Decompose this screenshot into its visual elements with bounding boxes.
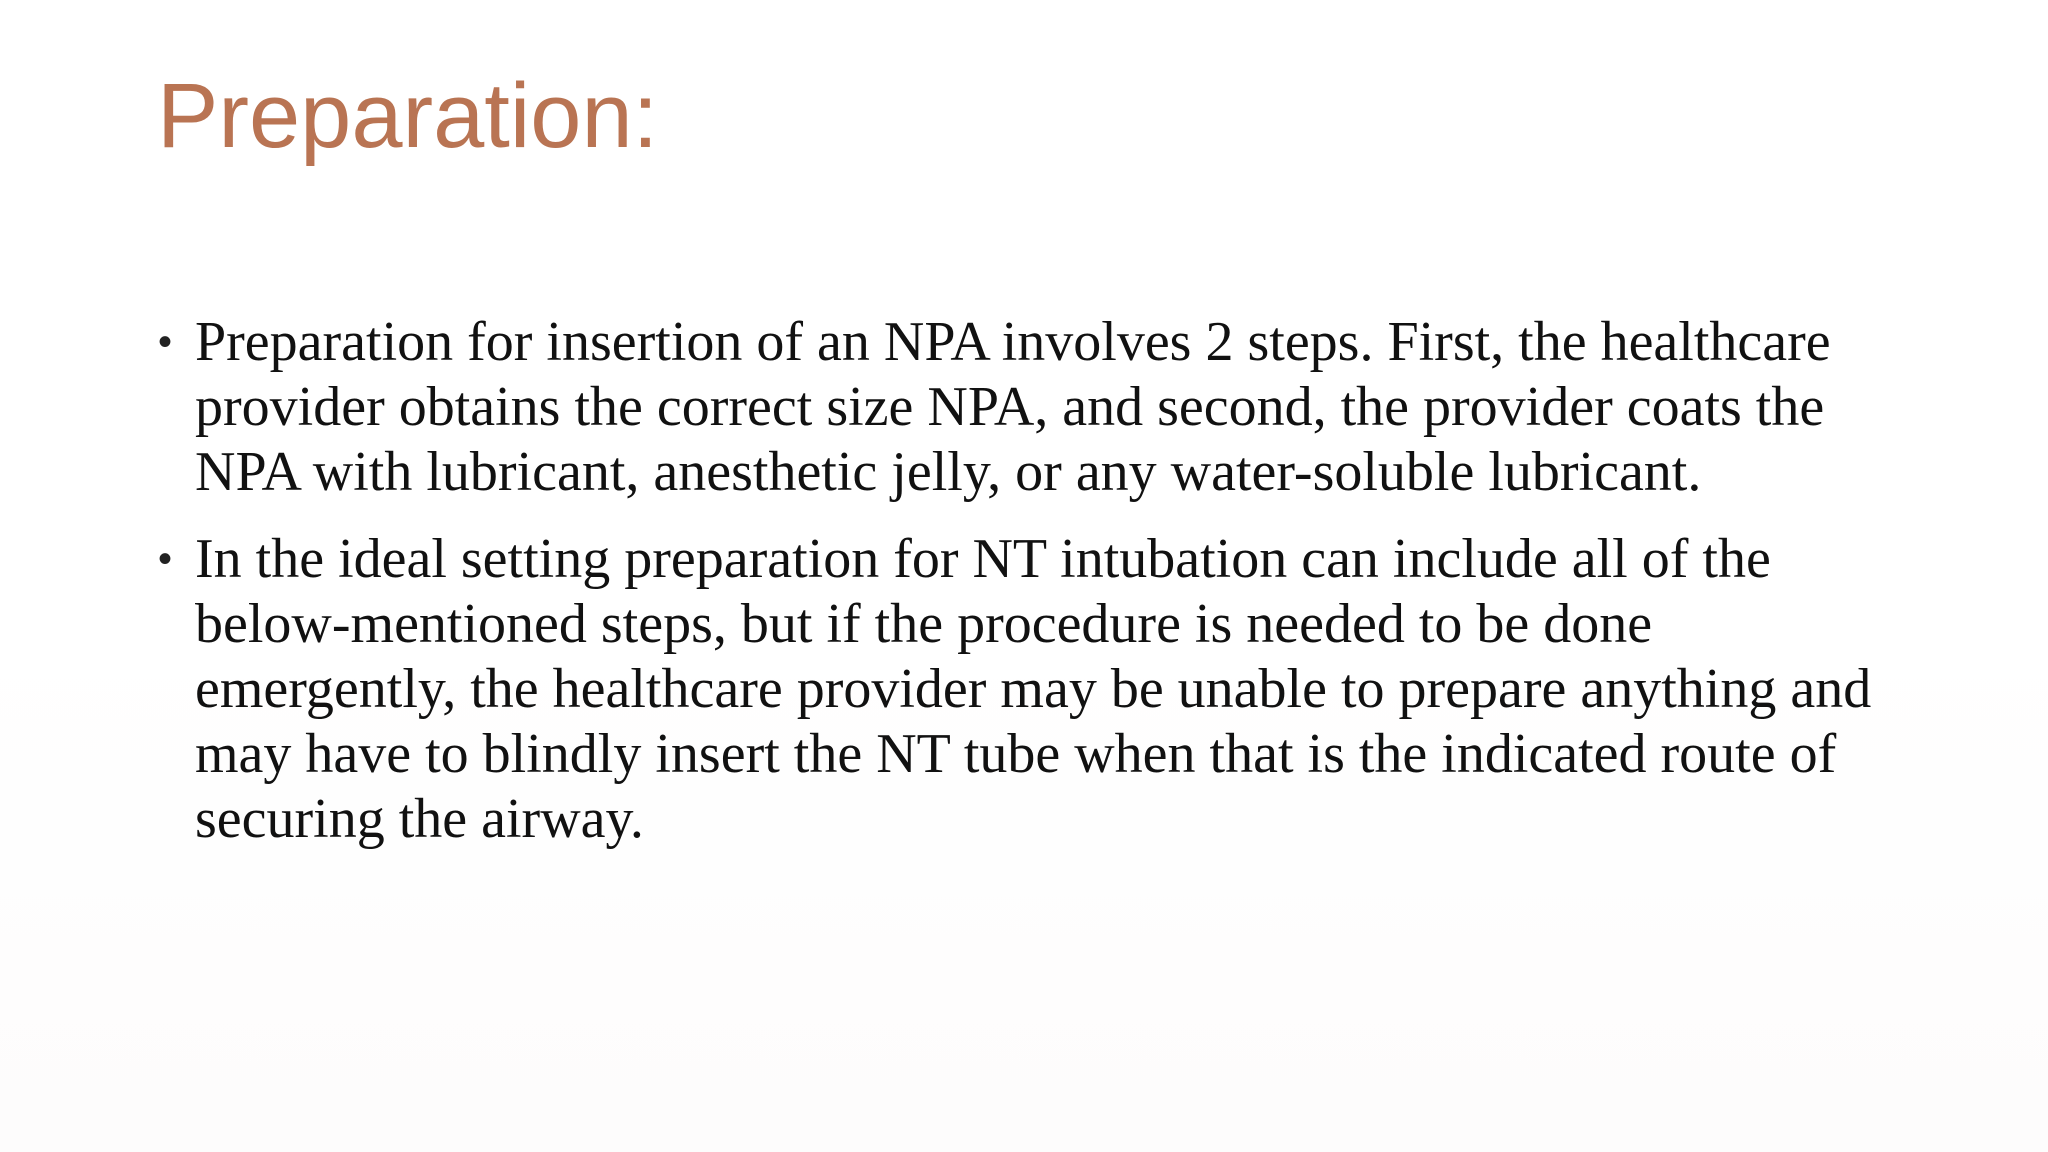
bullet-list bbox=[150, 310, 1910, 874]
bullet-marker: • bbox=[158, 537, 173, 581]
bullet-item-nt-intubation-preparation bbox=[150, 527, 1910, 852]
slide-title: Preparation: bbox=[157, 65, 659, 167]
bullet-text: Preparation for insertion of an NPA involves 2 steps. First, the healthcare provider obtains the correct size NPA, and second, the provider coats the NPA with lubricant, anesthetic jelly, or any water-soluble lubricant. bbox=[195, 311, 1831, 503]
bullet-item-npa-preparation bbox=[150, 310, 1910, 505]
bullet-text: In the ideal setting preparation for NT intubation can include all of the below-mentioned steps, but if the procedure is needed to be done emergently, the healthcare provider may be unable to prepare anything and may have to blindly insert the NT tube when that is the indicated route of securing the airway. bbox=[195, 528, 1872, 850]
bullet-marker: • bbox=[158, 320, 173, 364]
